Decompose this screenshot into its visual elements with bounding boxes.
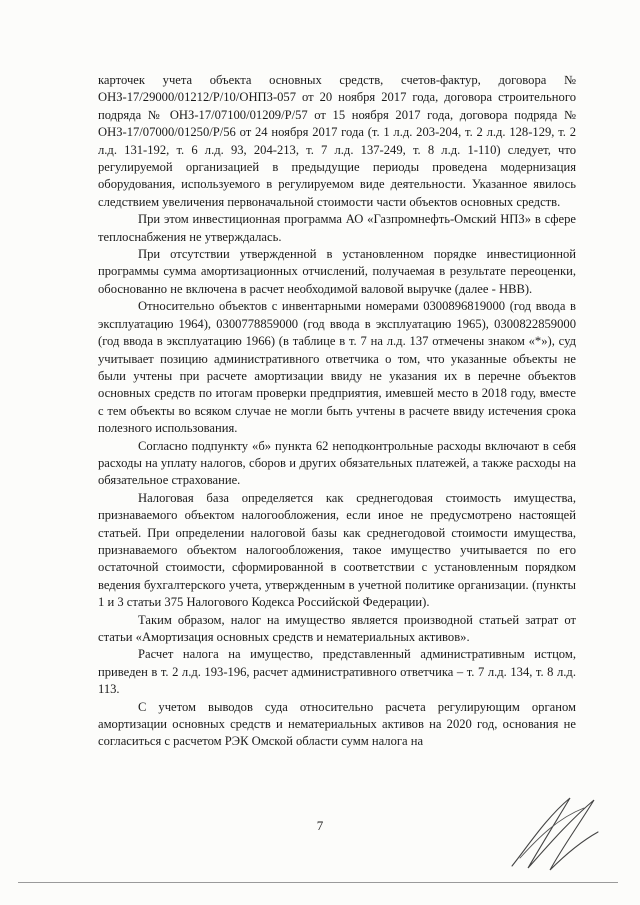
page-number: 7 — [316, 818, 324, 833]
paragraph-1: карточек учета объекта основных средств, счетов-фактур, договора № ОНЗ-17/29000/01212/Р/10/ОНПЗ-057 от 20 ноября 2017 года, договора строительного подряда № ОНЗ-17/07100/01209/Р/57 от 15 ноября 2017 года, договора подряда № ОНЗ-17/07000/01250/Р/56 от 24 ноября 2017 года (т. 1 л.д. 203-204, т. 2 л.д. 128-129, т. 2 л.д. 131-192, т. 6 л.д. 93, 204-213, т. 7 л.д. 137-249, т. 8 л.д. 1-110) следует, что регулируемой организацией в предыдущие периоды проведена модернизация оборудования, используемого в регулируемом виде деятельности. Указанное явилось следствием увеличения первоначальной стоимости части объектов основных средств. — [98, 73, 576, 209]
paragraph-7: Таким образом, налог на имущество является производной статьей затрат от статьи «Амортизация основных средств и нематериальных активов». — [98, 612, 576, 644]
paragraph-5: Согласно подпункту «б» пункта 62 неподконтрольные расходы включают в себя расходы на уплату налогов, сборов и других обязательных платежей, а также расходы на обязательное страхование. — [98, 438, 576, 488]
signature-icon — [498, 788, 608, 878]
paragraph-6: Налоговая база определяется как среднегодовая стоимость имущества, признаваемого объектом налогообложения, если иное не предусмотрено настоящей статьей. При определении налоговой базы как среднегодовой стоимости имущества, признаваемого объектом налогообложения, такое имущество учитывается по его остаточной стоимости, сформированной в соответствии с установленным порядком ведения бухгалтерского учета, утвержденным в учетной политике организации. (пункты 1 и 3 статьи 375 Налогового Кодекса Российской Федерации). — [98, 490, 576, 610]
paragraph-8: Расчет налога на имущество, представленный административным истцом, приведен в т. 2 л.д. 193-196, расчет административного ответчика – т. 7 л.д. 134, т. 8 л.д. 113. — [98, 647, 576, 697]
paragraph-2: При этом инвестиционная программа АО «Газпромнефть-Омский НПЗ» в сфере теплоснабжения не утверждалась. — [98, 212, 576, 244]
paragraph-9: С учетом выводов суда относительно расчета регулирующим органом амортизации основных средств и нематериальных активов на 2020 год, основания не согласиться с расчетом РЭК Омской области сумм налога на — [98, 699, 576, 749]
paragraph-4: Относительно объектов с инвентарными номерами 0300896819000 (год ввода в эксплуатацию 1964), 0300778859000 (год ввода в эксплуатацию 1965), 0300822859000 (год ввода в эксплуатацию 1966) (в таблице в т. 7 на л.д. 137 отмечены знаком «*»), суд учитывает позицию административного ответчика о том, что указанные объекты не были учтены при расчете амортизации ввиду не указания их в перечне объектов основных средств по итогам проверки предприятия, имевшей место в 2018 году, вместе с тем объекты во всяком случае не могли быть учтены в расчете ввиду истечения срока полезного использования. — [98, 299, 576, 436]
document-body — [98, 72, 576, 751]
paragraph-3: При отсутствии утвержденной в установленном порядке инвестиционной программы сумма амортизационных отчислений, получаемая в результате переоценки, обоснованно не включена в расчет необходимой валовой выручке (далее - НВВ). — [98, 247, 576, 296]
scan-edge-line — [18, 882, 618, 883]
